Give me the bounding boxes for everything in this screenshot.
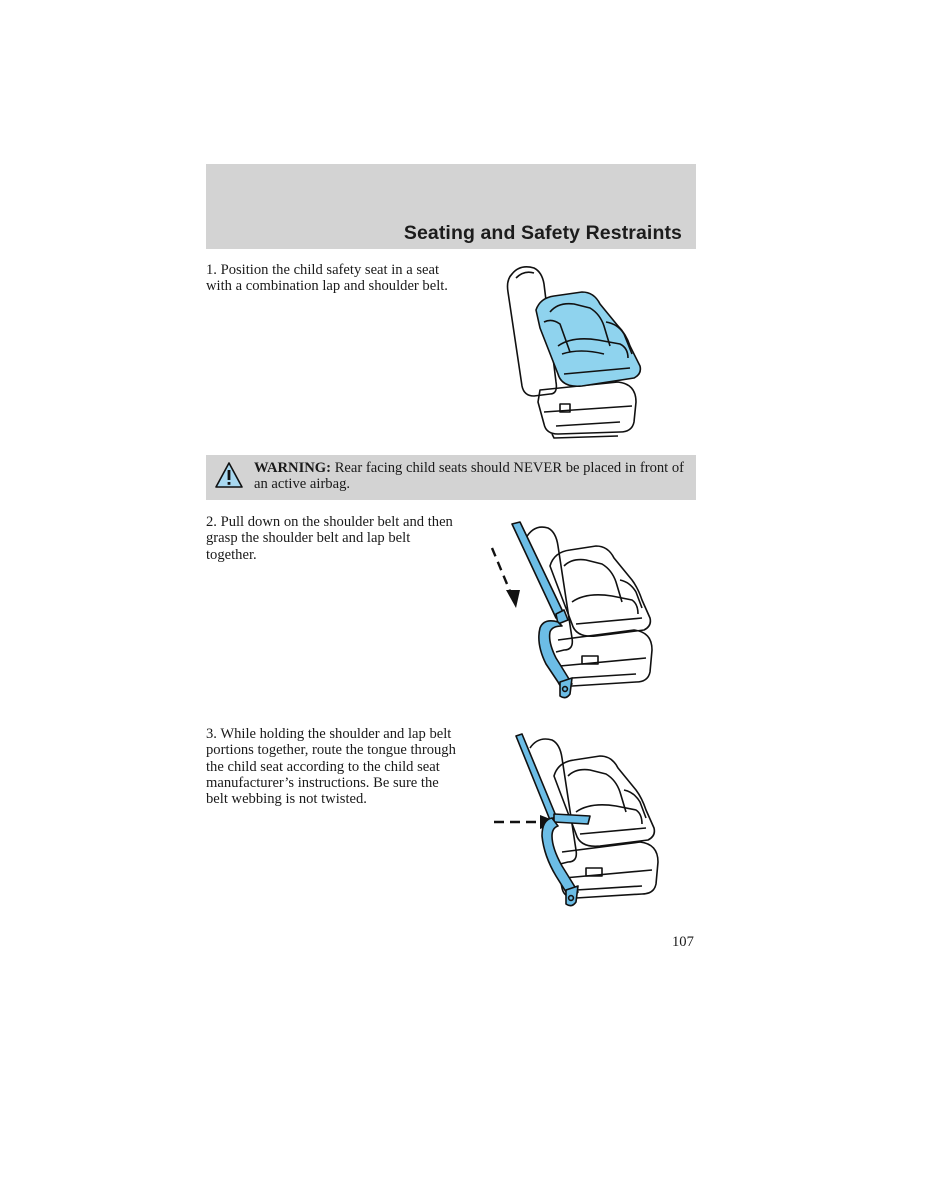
section-header (206, 164, 696, 249)
route-tongue-illustration (490, 732, 666, 914)
step-3-text: 3. While holding the shoulder and lap belt portions together, route the tongue through the child seat according to the child seat manufacturer’s instructions. Be sure the belt webbing is not twisted. (206, 726, 456, 808)
page-number: 107 (672, 934, 694, 950)
warning-box (206, 455, 696, 500)
warning-label: WARNING: (254, 460, 332, 476)
warning-message (254, 460, 690, 493)
child-seat-illustration (500, 262, 650, 440)
section-title: Seating and Safety Restraints (403, 222, 682, 244)
warning-body: Rear facing child seats should NEVER be placed in front of an active airbag. (254, 460, 685, 493)
step-2-text: 2. Pull down on the shoulder belt and then grasp the shoulder belt and lap belt together. (206, 514, 453, 563)
warning-triangle-icon (214, 461, 244, 489)
shoulder-belt-pull-illustration (486, 518, 662, 702)
step-1-text: 1. Position the child safety seat in a seat with a combination lap and shoulder belt. (206, 262, 448, 295)
